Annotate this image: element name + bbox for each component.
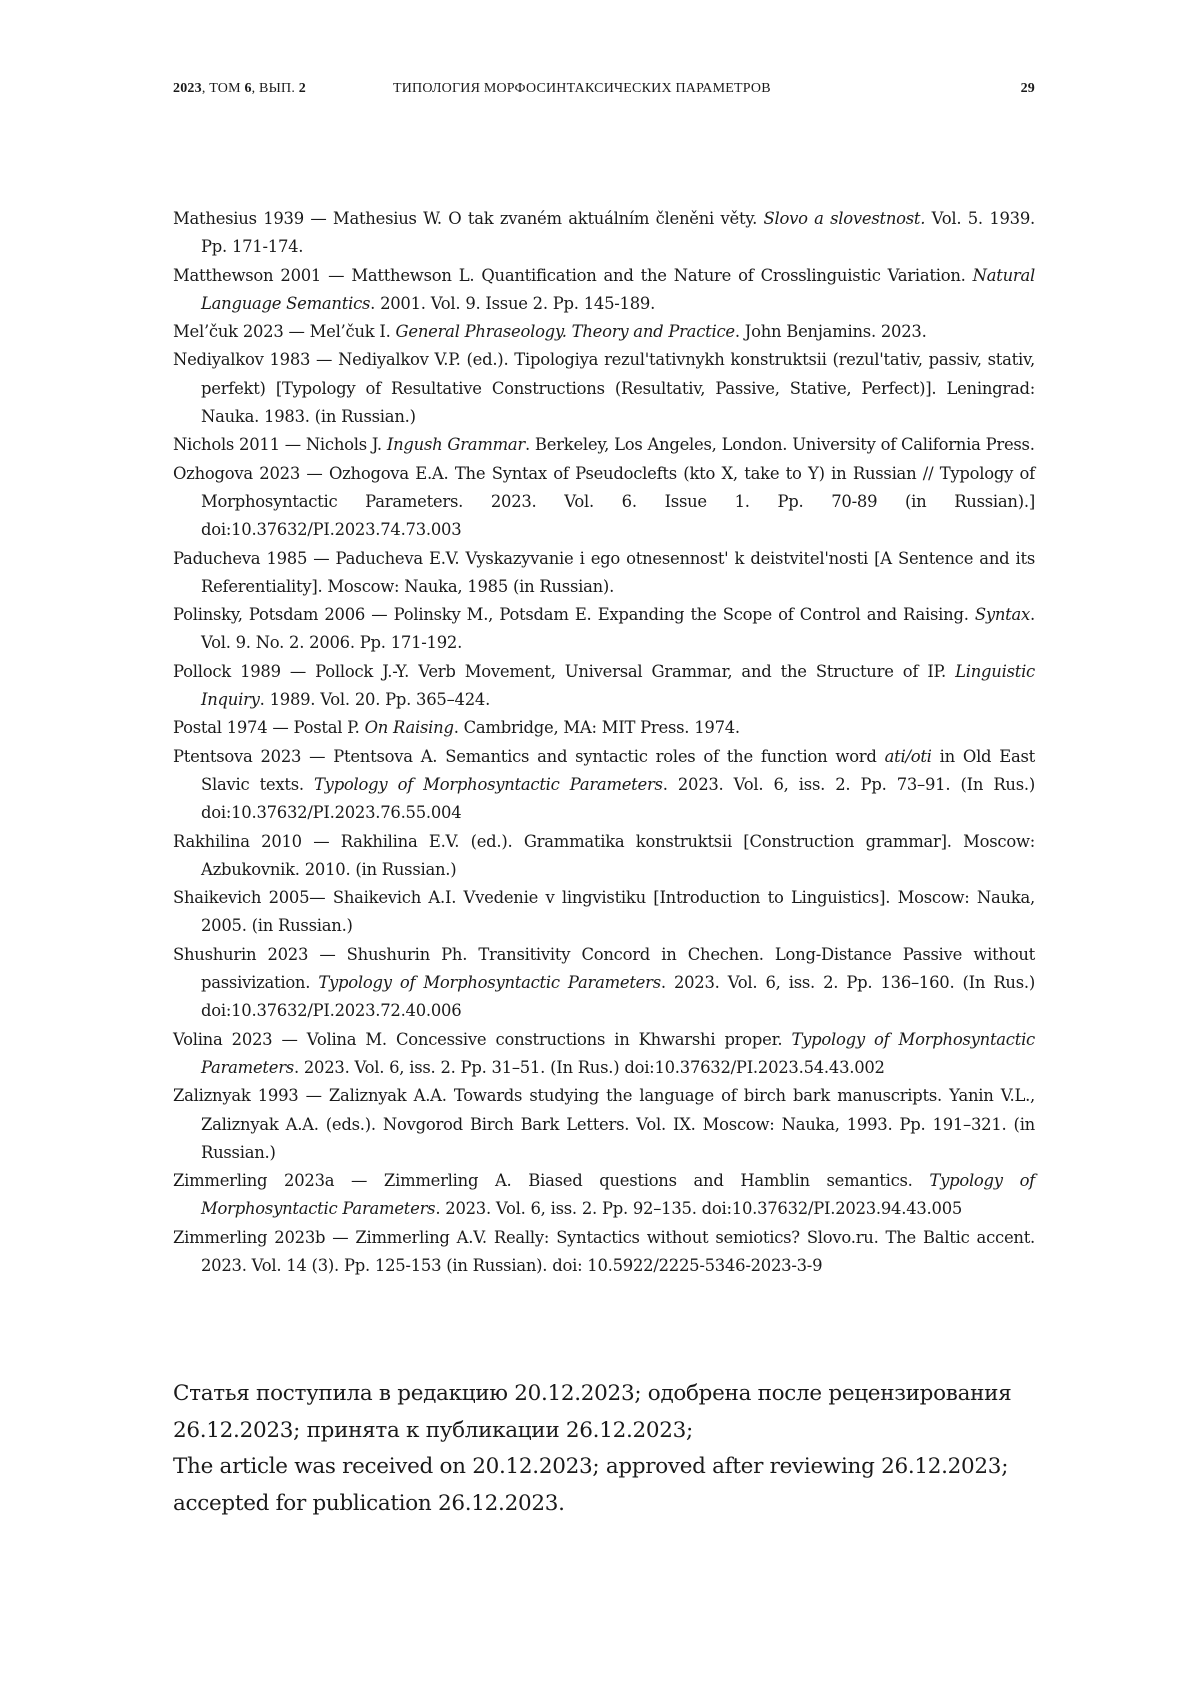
reference-text-part: Polinsky, Potsdam 2006 — Polinsky M., Potsdam E. Expanding the Scope of Control and Raising. [173, 605, 975, 625]
reference-text-part: . 2023. Vol. 6, iss. 2. Pp. 136–160. (In Rus.) doi:10.37632/PI.2023.72.40.006 [201, 973, 1035, 1021]
reference-list [173, 205, 1035, 1280]
issue-year: 2023 [173, 81, 202, 96]
reference-italic-part: Typology of Morphosyntactic Parameters [318, 973, 661, 993]
reference-text-part: Nichols 2011 — Nichols J. [173, 435, 387, 455]
reference-entry [173, 318, 1035, 346]
reference-entry [173, 545, 1035, 602]
reference-text-part: . 2023. Vol. 6, iss. 2. Pp. 31–51. (In Rus.) doi:10.37632/PI.2023.54.43.002 [293, 1057, 885, 1077]
reference-text-part: Zaliznyak 1993 — Zaliznyak A.A. Towards studying the language of birch bark manuscripts. Yanin V.L., Zaliznyak A.A. (eds.). Novgorod Birch Bark Letters. Vol. IX. Moscow: Nauka, 1993. Pp. 191–321. (in Russian.) [173, 1086, 1035, 1162]
reference-text-part: Pollock 1989 — Pollock J.-Y. Verb Movement, Universal Grammar, and the Structure of IP. [173, 661, 956, 681]
reference-entry [173, 941, 1035, 1026]
reference-entry [173, 346, 1035, 431]
reference-text-part: Ptentsova 2023 — Ptentsova A. Semantics and syntactic roles of the function word [173, 746, 885, 766]
reference-text-part: Matthewson 2001 — Matthewson L. Quantification and the Nature of Crosslinguistic Variation. [173, 265, 973, 285]
reference-entry [173, 743, 1035, 828]
reference-text-part: Rakhilina 2010 — Rakhilina E.V. (ed.). Grammatika konstruktsii [Construction grammar]. Moscow: Azbukovnik. 2010. (in Russian.) [173, 831, 1035, 879]
reference-entry [173, 828, 1035, 885]
reference-italic-part: Ingush Grammar [386, 435, 526, 455]
reference-entry [173, 1082, 1035, 1167]
reference-entry [173, 262, 1035, 319]
reference-text-part: Zimmerling 2023b — Zimmerling A.V. Really: Syntactics without semiotics? Slovo.ru. The Baltic accent. 2023. Vol. 14 (3). Pp. 125-153 (in Russian). doi: 10.5922/2225-5346-2023-3-9 [173, 1227, 1035, 1275]
reference-text-part: . John Benjamins. 2023. [734, 322, 927, 342]
reference-text-part: Mathesius 1939 — Mathesius W. O tak zvaném aktuálním členěni věty. [173, 209, 764, 228]
reference-italic-part: Typology of Morphosyntactic Parameters [314, 774, 663, 794]
received-note-english: The article was received on 20.12.2023; approved after reviewing 26.12.2023; accepted for publication 26.12.2023. [173, 1454, 1009, 1516]
reference-text-part: . 1989. Vol. 20. Pp. 365–424. [259, 690, 491, 710]
reference-text-part: Nediyalkov 1983 — Nediyalkov V.P. (ed.). Tipologiya rezul'tativnykh konstruktsii (rezul'tativ, passiv, stativ, perfekt) [Typology of Resultative Constructions (Resultativ, Passive, Stative, Perfect)]. Leningrad: Nauka. 1983. (in Russian.) [173, 350, 1035, 427]
page-number: 29 [1020, 81, 1035, 96]
reference-entry [173, 1167, 1035, 1224]
reference-entry [173, 884, 1035, 941]
reference-text-part: in Old East Slavic texts. [201, 746, 1035, 794]
volume-label: , ТОМ [201, 81, 245, 96]
reference-entry [173, 1224, 1035, 1281]
journal-title: ТИПОЛОГИЯ МОРФОСИНТАКСИЧЕСКИХ ПАРАМЕТРОВ [393, 81, 771, 96]
reference-entry [173, 601, 1035, 658]
reference-italic-part: General Phraseology. Theory and Practice [395, 322, 735, 342]
reference-entry [173, 431, 1035, 459]
reference-text-part: Zimmerling 2023a — Zimmerling A. Biased questions and Hamblin semantics. [173, 1171, 930, 1191]
reference-text-part: Ozhogova 2023 — Ozhogova E.A. The Syntax of Pseudoclefts (kto X, take to Y) in Russian // Typology of Morphosyntactic Parameters. 2023. Vol. 6. Issue 1. Pp. 70-89 (in Russian).] doi:10.37632/PI.2023.74.73.003 [173, 463, 1035, 540]
reference-entry [173, 205, 1035, 262]
reference-entry [173, 1026, 1035, 1083]
reference-italic-part: Natural Language Semantics [201, 265, 1035, 313]
reference-text-part: . Vol. 9. No. 2. 2006. Pp. 171-192. [201, 605, 1035, 653]
reference-italic-part: On Raising [364, 718, 454, 738]
journal-issue-info [173, 81, 306, 97]
reference-text-part: Postal 1974 — Postal P. [173, 718, 365, 738]
reference-italic-part: Syntax [974, 605, 1031, 625]
reference-italic-part: ati/oti [884, 746, 932, 766]
reference-text-part: Paducheva 1985 — Paducheva E.V. Vyskazyvanie i ego otnesennost' k deistvitel'nosti [A Sentence and its Referentiality]. Moscow: Nauka, 1985 (in Russian). [173, 548, 1035, 596]
reference-entry [173, 714, 1035, 742]
reference-italic-part: Typology of Morphosyntactic Parameters [201, 1171, 1035, 1219]
reference-text-part: . 2001. Vol. 9. Issue 2. Pp. 145-189. [370, 293, 656, 313]
reference-text-part: Shaikevich 2005— Shaikevich A.I. Vvedenie v lingvistiku [Introduction to Linguistics]. Moscow: Nauka, 2005. (in Russian.) [173, 888, 1035, 936]
reference-text-part: Vol. 5. 1939. Pp. 171-174. [201, 209, 1035, 257]
issue-number: 2 [298, 81, 306, 96]
reference-text-part: . 2023. Vol. 6, iss. 2. Pp. 92–135. doi:10.37632/PI.2023.94.43.005 [435, 1199, 963, 1219]
reference-text-part: . Berkeley, Los Angeles, London. University of California Press. [525, 435, 1035, 455]
reference-text-part: Mel’čuk 2023 — Mel’čuk I. [173, 322, 396, 342]
received-note-russian: Статья поступила в редакцию 20.12.2023; одобрена после рецензирования 26.12.2023; принята к публикации 26.12.2023; [173, 1381, 1012, 1443]
volume-number: 6 [244, 81, 252, 96]
reference-text-part: . Cambridge, MA: MIT Press. 1974. [453, 718, 740, 738]
reference-italic-part: Linguistic Inquiry [201, 661, 1035, 710]
reference-entry [173, 460, 1035, 545]
reference-italic-part: Slovo a slovestnost. [763, 209, 926, 228]
reference-text-part: Shushurin 2023 — Shushurin Ph. Transitivity Concord in Chechen. Long-Distance Passive without passivization. [173, 944, 1035, 993]
reference-entry [173, 658, 1035, 715]
reference-text-part: . 2023. Vol. 6, iss. 2. Pp. 73–91. (In Rus.) doi:10.37632/PI.2023.76.55.004 [201, 774, 1035, 823]
submission-dates [173, 1376, 1035, 1522]
issue-label: , ВЫП. [251, 81, 299, 96]
reference-text-part: Volina 2023 — Volina M. Concessive constructions in Khwarshi proper. [173, 1029, 792, 1049]
reference-italic-part: Typology of Morphosyntactic Parameters [201, 1029, 1035, 1077]
